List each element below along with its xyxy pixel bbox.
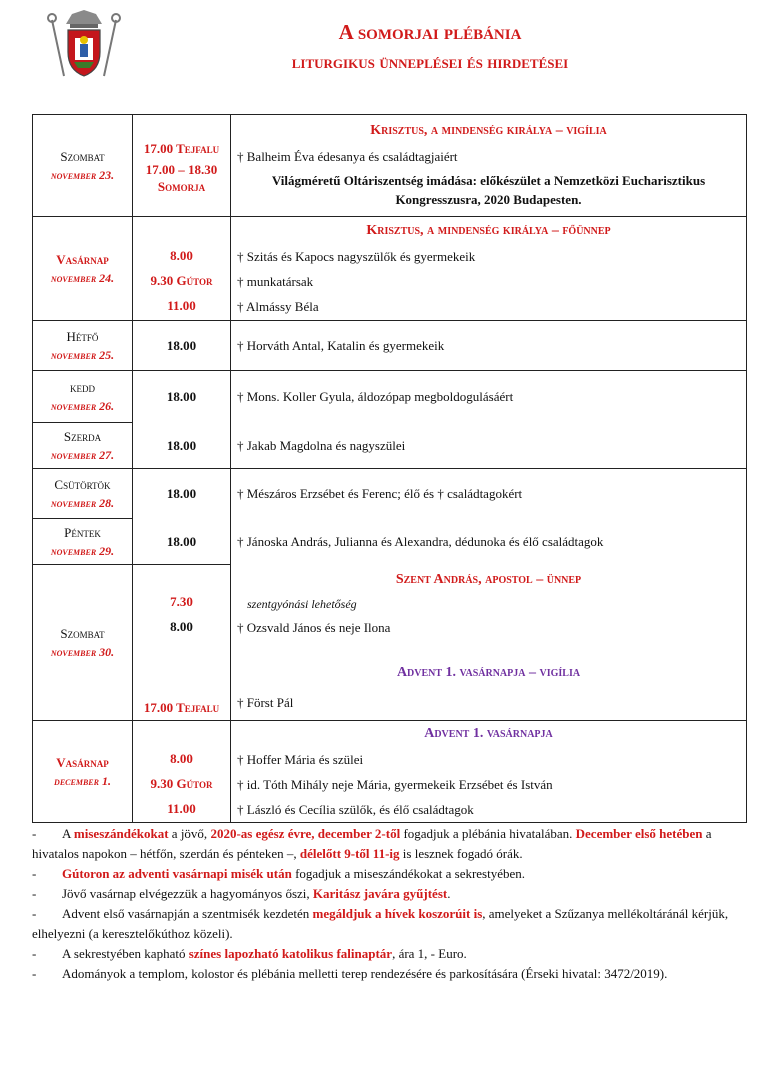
day-cell: [33, 423, 133, 469]
day-cell: [33, 217, 133, 321]
time-cell: [133, 371, 231, 423]
day-date: november 28.: [50, 495, 115, 510]
mass-intention: † Mons. Koller Gyula, áldozópap megboldogulásáért: [237, 389, 514, 405]
feast-title: Advent 1. vasárnapja: [424, 726, 553, 741]
table-row: [33, 371, 747, 423]
intention-cell: [231, 519, 747, 565]
page-title-line1: A somorjai plébánia: [338, 20, 522, 44]
announcement-item: - Jövő vasárnap elvégezzük a hagyományos őszi, Karitász javára gyűjtést.: [32, 886, 451, 901]
mass-time: 8.00: [170, 248, 193, 263]
mass-time: Somorja: [157, 179, 206, 194]
adoration-note: Világméretű Oltáriszentség imádása: előkészület a Nemzetközi Eucharisztikus Kongresszusra, 2020 Budapesten.: [271, 173, 706, 207]
day-date: november 25.: [50, 347, 115, 362]
intention-cell: [231, 371, 747, 423]
mass-intention: † Jakab Magdolna és nagyszülei: [237, 437, 406, 453]
day-name: Szerda: [63, 428, 102, 444]
mass-time: 18.00: [166, 533, 197, 549]
time-cell: [133, 217, 231, 321]
mass-intention: † Balheim Éva édesanya és családtagjaiért: [237, 149, 458, 164]
day-date: november 29.: [50, 543, 115, 558]
mass-intention: † Horváth Antal, Katalin és gyermekeik: [237, 338, 445, 353]
mass-intention: † Hoffer Mária és szülei: [237, 752, 364, 767]
announcements: [32, 824, 748, 984]
table-row: [33, 217, 747, 321]
day-cell: [33, 565, 133, 721]
time-cell: [133, 519, 231, 565]
mass-time: 11.00: [167, 298, 196, 313]
mass-time: 11.00: [167, 801, 196, 816]
mass-time: 8.00: [170, 751, 193, 766]
announcement-item: - Advent első vasárnapján a szentmisék kezdetén megáldjuk a hívek koszorúit is, amelyeket a Szűzanya mellékoltáránál kérjük, elhelyezni (a keresztelőkúthoz közeli).: [32, 906, 729, 941]
day-date: november 30.: [50, 644, 115, 659]
mass-time: 17.00 Tejfalu: [143, 700, 220, 715]
day-cell: [33, 519, 133, 565]
mass-time: 7.30: [170, 594, 193, 609]
feast-title: Advent 1. vasárnapja – vigília: [396, 664, 581, 680]
mass-time: 18.00: [166, 389, 197, 405]
day-cell: [33, 115, 133, 217]
feast-title: Krisztus, a mindenség királya – vigília: [370, 123, 607, 138]
day-cell: [33, 371, 133, 423]
intention-cell: [231, 721, 747, 823]
time-cell: [133, 115, 231, 217]
day-name: Vasárnap: [56, 754, 109, 770]
day-name: Szombat: [60, 148, 105, 164]
day-cell: [33, 321, 133, 371]
mass-intention: † Szitás és Kapocs nagyszülők és gyermekeik: [237, 249, 476, 264]
mass-time: 9.30 Gútor: [150, 776, 213, 791]
mass-intention: † Först Pál: [237, 694, 294, 710]
mass-time: 9.30 Gútor: [150, 273, 213, 288]
day-name: Hétfő: [66, 328, 99, 344]
time-cell: [133, 423, 231, 469]
day-date: november 24.: [50, 270, 115, 285]
mass-time: 17.00 – 18.30: [145, 162, 218, 177]
table-row: [33, 519, 747, 565]
confession-note: szentgyónási lehetőség: [247, 596, 357, 611]
mass-time: 17.00 Tejfalu: [143, 141, 220, 156]
mass-intention: † Jánoska András, Julianna és Alexandra, dédunoka és élő családtagok: [237, 534, 604, 549]
time-cell: [133, 721, 231, 823]
intention-cell: [231, 565, 747, 721]
mass-time: 18.00: [166, 338, 197, 353]
day-date: november 23.: [50, 167, 115, 182]
intention-cell: [231, 423, 747, 469]
mass-intention: † Mészáros Erzsébet és Ferenc; élő és † családtagokért: [237, 486, 523, 502]
time-cell: [133, 469, 231, 519]
mass-intention: † Almássy Béla: [237, 299, 319, 314]
table-row: [33, 565, 747, 721]
intention-cell: [231, 115, 747, 217]
time-cell: [133, 565, 231, 721]
time-cell: [133, 321, 231, 371]
table-row: [33, 469, 747, 519]
mass-time: 18.00: [166, 437, 197, 453]
day-cell: [33, 469, 133, 519]
mass-schedule-table: [32, 114, 747, 823]
parish-coat-of-arms-icon: [42, 10, 126, 82]
day-date: december 1.: [54, 773, 111, 788]
announcement-item: - Gútoron az adventi vasárnapi misék után fogadjuk a miseszándékokat a sekrestyében.: [32, 866, 526, 881]
day-cell: [33, 721, 133, 823]
table-row: [33, 115, 747, 217]
announcement-item: - Adományok a templom, kolostor és plébánia melletti terep rendezésére és parkosítására (Érseki hivatal: 3472/2019).: [32, 966, 668, 981]
feast-title: Szent András, apostol – ünnep: [395, 571, 582, 587]
mass-intention: † id. Tóth Mihály neje Mária, gyermekeik Erzsébet és István: [237, 777, 553, 792]
day-name: Vasárnap: [56, 251, 109, 267]
day-name: Péntek: [64, 524, 101, 540]
announcement-item: - A sekrestyében kapható színes lapozható katolikus falinaptár, ára 1, - Euro.: [32, 946, 467, 961]
day-name: Csütörtök: [54, 476, 111, 492]
intention-cell: [231, 217, 747, 321]
day-name: Szombat: [60, 625, 105, 641]
mass-intention: † László és Cecília szülők, és élő családtagok: [237, 802, 474, 817]
day-date: november 27.: [50, 447, 115, 462]
day-name: kedd: [70, 379, 95, 395]
table-row: [33, 321, 747, 371]
page-title-line2: liturgikus ünneplései és hirdetései: [291, 52, 569, 72]
table-row: [33, 423, 747, 469]
mass-intention: † Ozsvald János és neje Ilona: [237, 619, 391, 635]
intention-cell: [231, 469, 747, 519]
table-row: [33, 721, 747, 823]
mass-time: 8.00: [170, 619, 193, 634]
mass-intention: † munkatársak: [237, 274, 314, 289]
intention-cell: [231, 321, 747, 371]
feast-title: Krisztus, a mindenség királya – főünnep: [366, 223, 611, 238]
day-date: november 26.: [50, 398, 115, 413]
announcement-item: - A miseszándékokat a jövő, 2020-as egész évre, december 2-től fogadjuk a plébánia hivatalában. December első hetében a hivatalos napokon – hétfőn, szerdán és pénteken –, délelőtt 9-től 11-ig is lesznek fogadó órák.: [32, 826, 712, 861]
mass-time: 18.00: [166, 486, 197, 502]
